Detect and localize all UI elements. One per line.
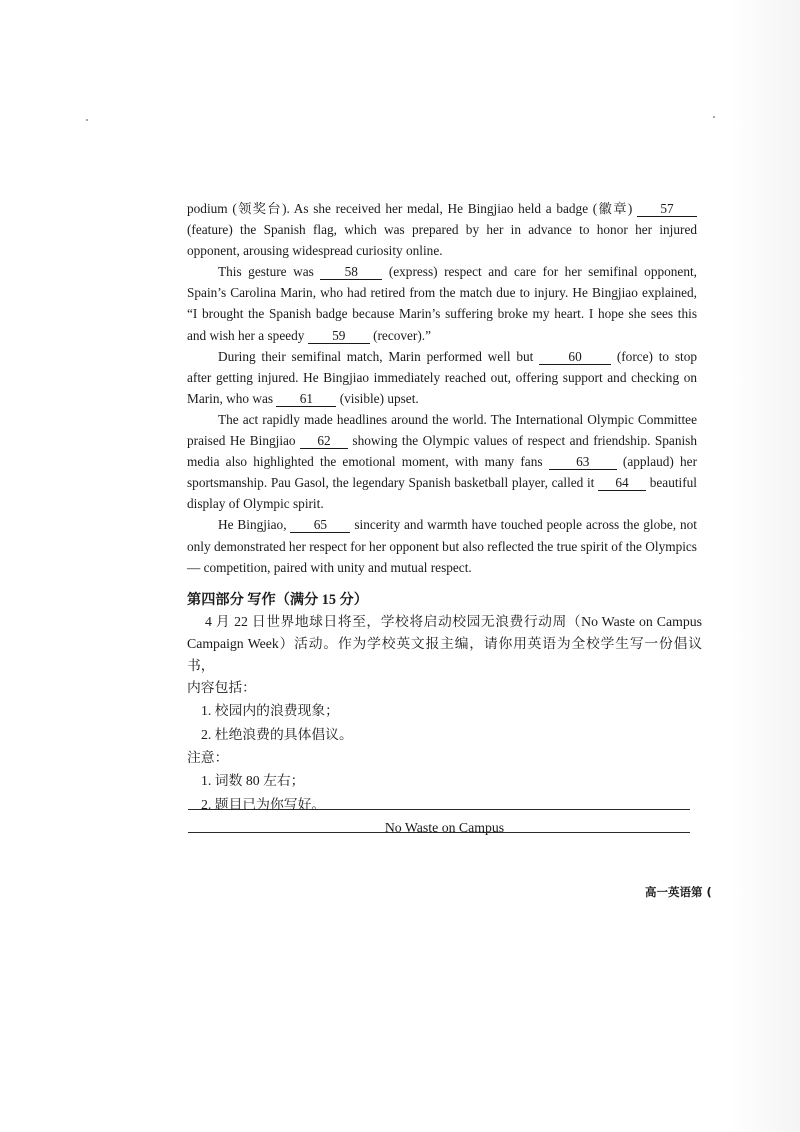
scan-shadow: [730, 0, 800, 1132]
section-title: 第四部分 写作（满分 15 分）: [187, 592, 368, 608]
notes-item: 1. 词数 80 左右；: [201, 773, 305, 788]
content-item: 1. 校园内的浪费现象；: [201, 703, 339, 718]
blank-62: 62: [300, 433, 348, 449]
text: showing the Olympic values of respect and friendship. Spanish media also highlighted the emotional moment, with many fans: [187, 433, 697, 470]
text: (applaud) her sportsmanship. Pau Gasol, the legendary Spanish basketball player, called it: [187, 454, 697, 491]
notes-item: 2. 题目已为你写好。: [201, 797, 326, 812]
blank-65: 65: [290, 517, 350, 533]
text: podium (领奖台). As she received her medal, He Bingjiao held a badge (徽章): [187, 201, 637, 216]
blank-64: 64: [598, 475, 646, 491]
text: (visible) upset.: [336, 390, 419, 406]
text: (recover).”: [369, 327, 432, 343]
essay-title: No Waste on Campus: [384, 820, 505, 835]
page-footer: 高一英语第 (: [645, 885, 712, 899]
text: During their semifinal match, Marin performed well but: [218, 348, 540, 364]
writing-prompt: 4 月 22 日世界地球日将至，学校将启动校园无浪费行动周（No Waste on Campus Campaign Week）活动。作为学校英文报主编，请你用英语为全校学生写一份倡议书，: [187, 614, 702, 673]
text: The act rapidly made headlines around the world. The International Olympic Committee praised He Bingjiao: [187, 411, 697, 449]
answer-line[interactable]: [188, 809, 690, 810]
text: This gesture was: [218, 264, 321, 280]
text: He Bingjiao,: [218, 517, 291, 533]
paragraph-1: [187, 198, 697, 261]
paragraph-2: [187, 261, 697, 345]
blank-58: 58: [320, 264, 382, 280]
blank-60: 60: [539, 349, 611, 365]
paragraph-3: [187, 346, 697, 409]
answer-line[interactable]: [188, 832, 690, 833]
writing-section: [187, 589, 702, 839]
blank-63: 63: [549, 454, 617, 470]
blank-61: 61: [276, 391, 336, 407]
text: (express) respect and care for her semifinal opponent, Spain’s Carolina Marin, who had retired from the match due to injury. He Bingjiao explained, “I brought the Spanish badge because Marin’s suffering broke my heart. I hope she sees this and wish her a speedy: [187, 264, 697, 343]
blank-57: 57: [637, 201, 697, 217]
text: sincerity and warmth have touched people across the globe, not only demonstrated her respect for her opponent but also reflected the true spirit of the Olympics — competition, paired with unity and mutual respect.: [187, 517, 698, 575]
content-label: 内容包括：: [187, 680, 256, 695]
reading-passage: [187, 198, 697, 578]
scan-speck: [713, 116, 715, 118]
blank-59: 59: [308, 328, 370, 344]
content-item: 2. 杜绝浪费的具体倡议。: [201, 727, 353, 742]
paragraph-5: [187, 514, 697, 577]
text: (feature) the Spanish flag, which was prepared by her in advance to honor her injured opponent, arousing widespread curiosity online.: [187, 222, 697, 259]
paragraph-4: [187, 409, 697, 514]
text: beautiful display of Olympic spirit.: [187, 475, 698, 512]
notes-label: 注意：: [187, 750, 229, 765]
text: (force) to stop after getting injured. He Bingjiao immediately reached out, offering support and checking on Marin, who was: [187, 348, 697, 406]
scan-speck: [86, 119, 88, 121]
